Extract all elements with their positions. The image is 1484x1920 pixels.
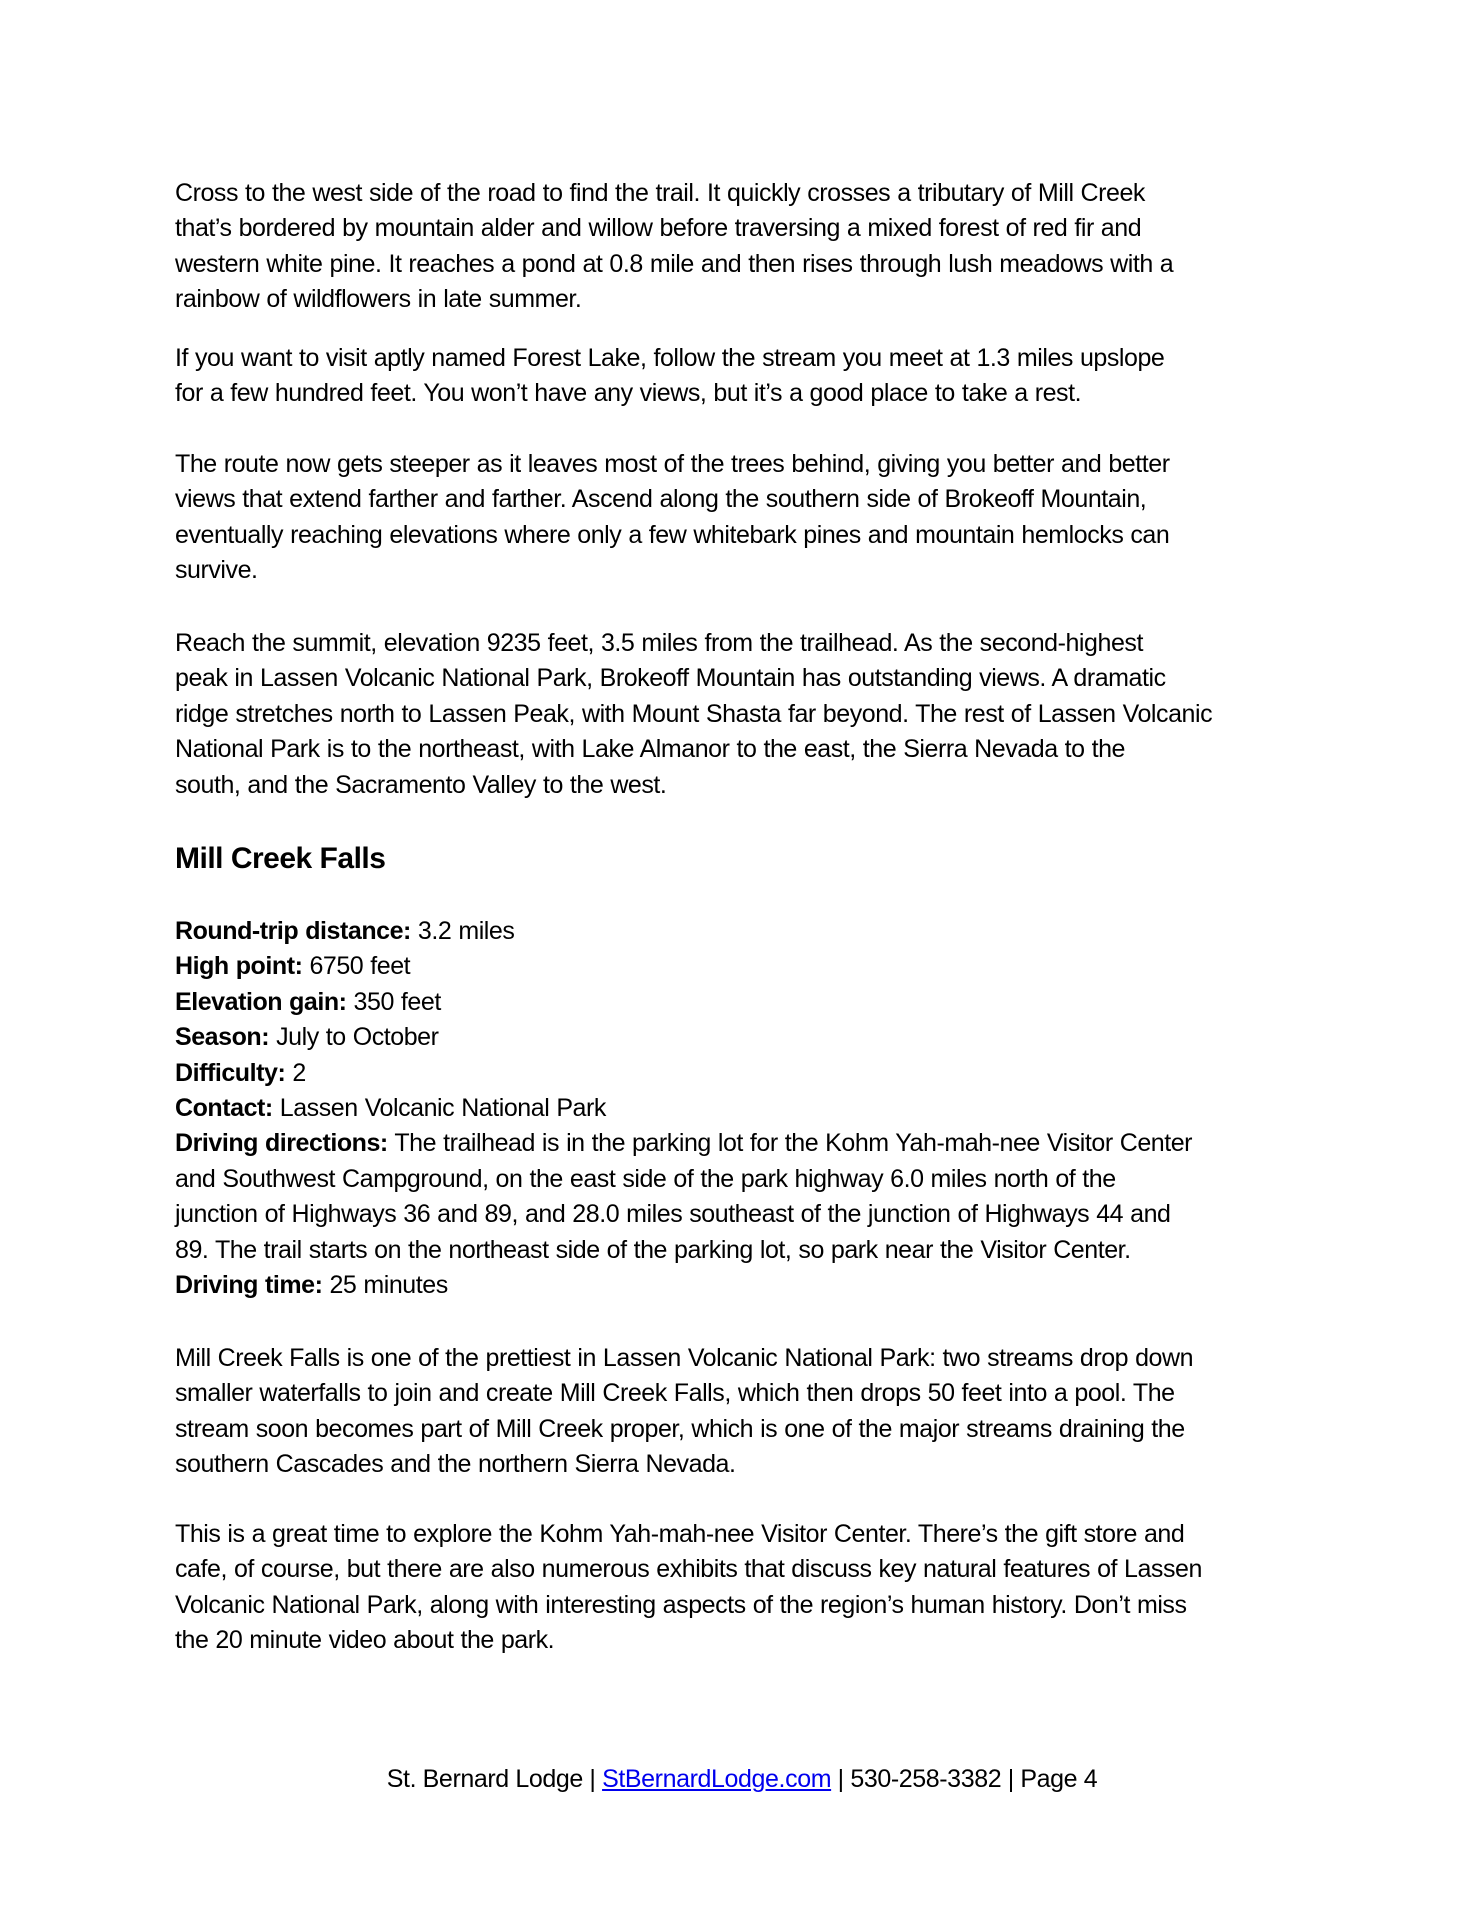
text-line: western white pine. It reaches a pond at 0.8 mile and then rises through lush meadows with a <box>175 249 1174 278</box>
text-line: for a few hundred feet. You won’t have any views, but it’s a good place to take a rest. <box>175 379 1082 408</box>
text-line: survive. <box>175 556 258 585</box>
text-line: southern Cascades and the northern Sierra Nevada. <box>175 1450 736 1479</box>
text-line: If you want to visit aptly named Forest Lake, follow the stream you meet at 1.3 miles upslope <box>175 344 1165 372</box>
paragraph-visitor-center <box>175 1517 1315 1659</box>
detail-value: July to October <box>269 1023 439 1052</box>
text-line: The route now gets steeper as it leaves most of the trees behind, giving you better and better <box>175 450 1170 478</box>
detail-contact <box>175 1091 1315 1126</box>
text-line: Cross to the west side of the road to find the trail. It quickly crosses a tributary of Mill Creek <box>175 179 1145 207</box>
detail-label: Season: <box>175 1023 270 1052</box>
detail-label: Driving directions: <box>175 1129 388 1158</box>
detail-value: 2 <box>285 1058 306 1087</box>
text-line: that’s bordered by mountain alder and willow before traversing a mixed forest of red fir and <box>175 214 1142 243</box>
footer-separator: | <box>582 1765 603 1793</box>
text-line: This is a great time to explore the Kohm Yah-mah-nee Visitor Center. There’s the gift store and <box>175 1520 1185 1548</box>
detail-label: High point: <box>175 952 303 981</box>
text-line: ridge stretches north to Lassen Peak, with Mount Shasta far beyond. The rest of Lassen Volcanic <box>175 699 1213 728</box>
paragraph-forest-lake <box>175 341 1315 412</box>
text-line: peak in Lassen Volcanic National Park, Brokeoff Mountain has outstanding views. A dramatic <box>175 664 1166 693</box>
trail-details <box>175 914 1315 1303</box>
text-line: eventually reaching elevations where only a few whitebark pines and mountain hemlocks can <box>175 520 1170 549</box>
text-line: and Southwest Campground, on the east side of the park highway 6.0 miles north of the <box>175 1164 1116 1193</box>
footer-separator: | <box>831 1765 851 1793</box>
paragraph-falls-description <box>175 1341 1315 1483</box>
detail-value: 3.2 miles <box>410 917 515 945</box>
text-line: smaller waterfalls to join and create Mill Creek Falls, which then drops 50 feet into a pool. The <box>175 1379 1175 1408</box>
text-line: junction of Highways 36 and 89, and 28.0 miles southeast of the junction of Highways 44 and <box>175 1200 1171 1229</box>
detail-label: Round-trip distance: <box>175 917 411 945</box>
detail-value: The trailhead is in the parking lot for the Kohm Yah-mah-nee Visitor Center <box>387 1129 1193 1158</box>
detail-driving-directions <box>175 1126 1315 1161</box>
text-line: cafe, of course, but there are also numerous exhibits that discuss key natural features of Lassen <box>175 1555 1202 1584</box>
text-line: Mill Creek Falls is one of the prettiest in Lassen Volcanic National Park: two streams drop down <box>175 1344 1194 1372</box>
footer-phone: 530-258-3382 <box>850 1765 1002 1793</box>
detail-driving-time <box>175 1268 1315 1303</box>
text-line: Reach the summit, elevation 9235 feet, 3.5 miles from the trailhead. As the second-highest <box>175 629 1143 657</box>
detail-value: 6750 feet <box>302 952 411 981</box>
detail-label: Difficulty: <box>175 1058 286 1087</box>
detail-round-trip <box>175 914 1315 949</box>
text-line: Volcanic National Park, along with interesting aspects of the region’s human history. Don’t miss <box>175 1590 1187 1619</box>
detail-label: Driving time: <box>175 1270 323 1299</box>
text-line: the 20 minute video about the park. <box>175 1626 555 1655</box>
text-line: south, and the Sacramento Valley to the west. <box>175 770 667 799</box>
footer-page-number: Page 4 <box>1020 1765 1098 1793</box>
page-footer <box>0 1762 1484 1797</box>
detail-value: 350 feet <box>346 987 441 1016</box>
detail-season <box>175 1020 1315 1055</box>
footer-website-link[interactable]: StBernardLodge.com <box>602 1765 832 1793</box>
paragraph-steeper-route <box>175 447 1315 589</box>
detail-value: 25 minutes <box>322 1270 448 1299</box>
paragraph-trail-start <box>175 176 1315 318</box>
text-line: stream soon becomes part of Mill Creek proper, which is one of the major streams draining the <box>175 1414 1185 1443</box>
detail-high-point <box>175 949 1315 984</box>
detail-label: Contact: <box>175 1093 273 1122</box>
detail-label: Elevation gain: <box>175 987 347 1016</box>
detail-value: Lassen Volcanic National Park <box>272 1093 606 1122</box>
text-line: views that extend farther and farther. Ascend along the southern side of Brokeoff Mountain, <box>175 485 1147 514</box>
text-line: 89. The trail starts on the northeast side of the parking lot, so park near the Visitor Center. <box>175 1235 1131 1264</box>
paragraph-summit <box>175 626 1315 803</box>
footer-lodge-name: St. Bernard Lodge <box>386 1765 583 1793</box>
detail-difficulty <box>175 1056 1315 1091</box>
detail-elevation-gain <box>175 985 1315 1020</box>
section-heading: Mill Creek Falls <box>175 842 386 875</box>
text-line: rainbow of wildflowers in late summer. <box>175 285 582 314</box>
footer-separator: | <box>1001 1765 1021 1793</box>
text-line: National Park is to the northeast, with Lake Almanor to the east, the Sierra Nevada to the <box>175 735 1125 764</box>
